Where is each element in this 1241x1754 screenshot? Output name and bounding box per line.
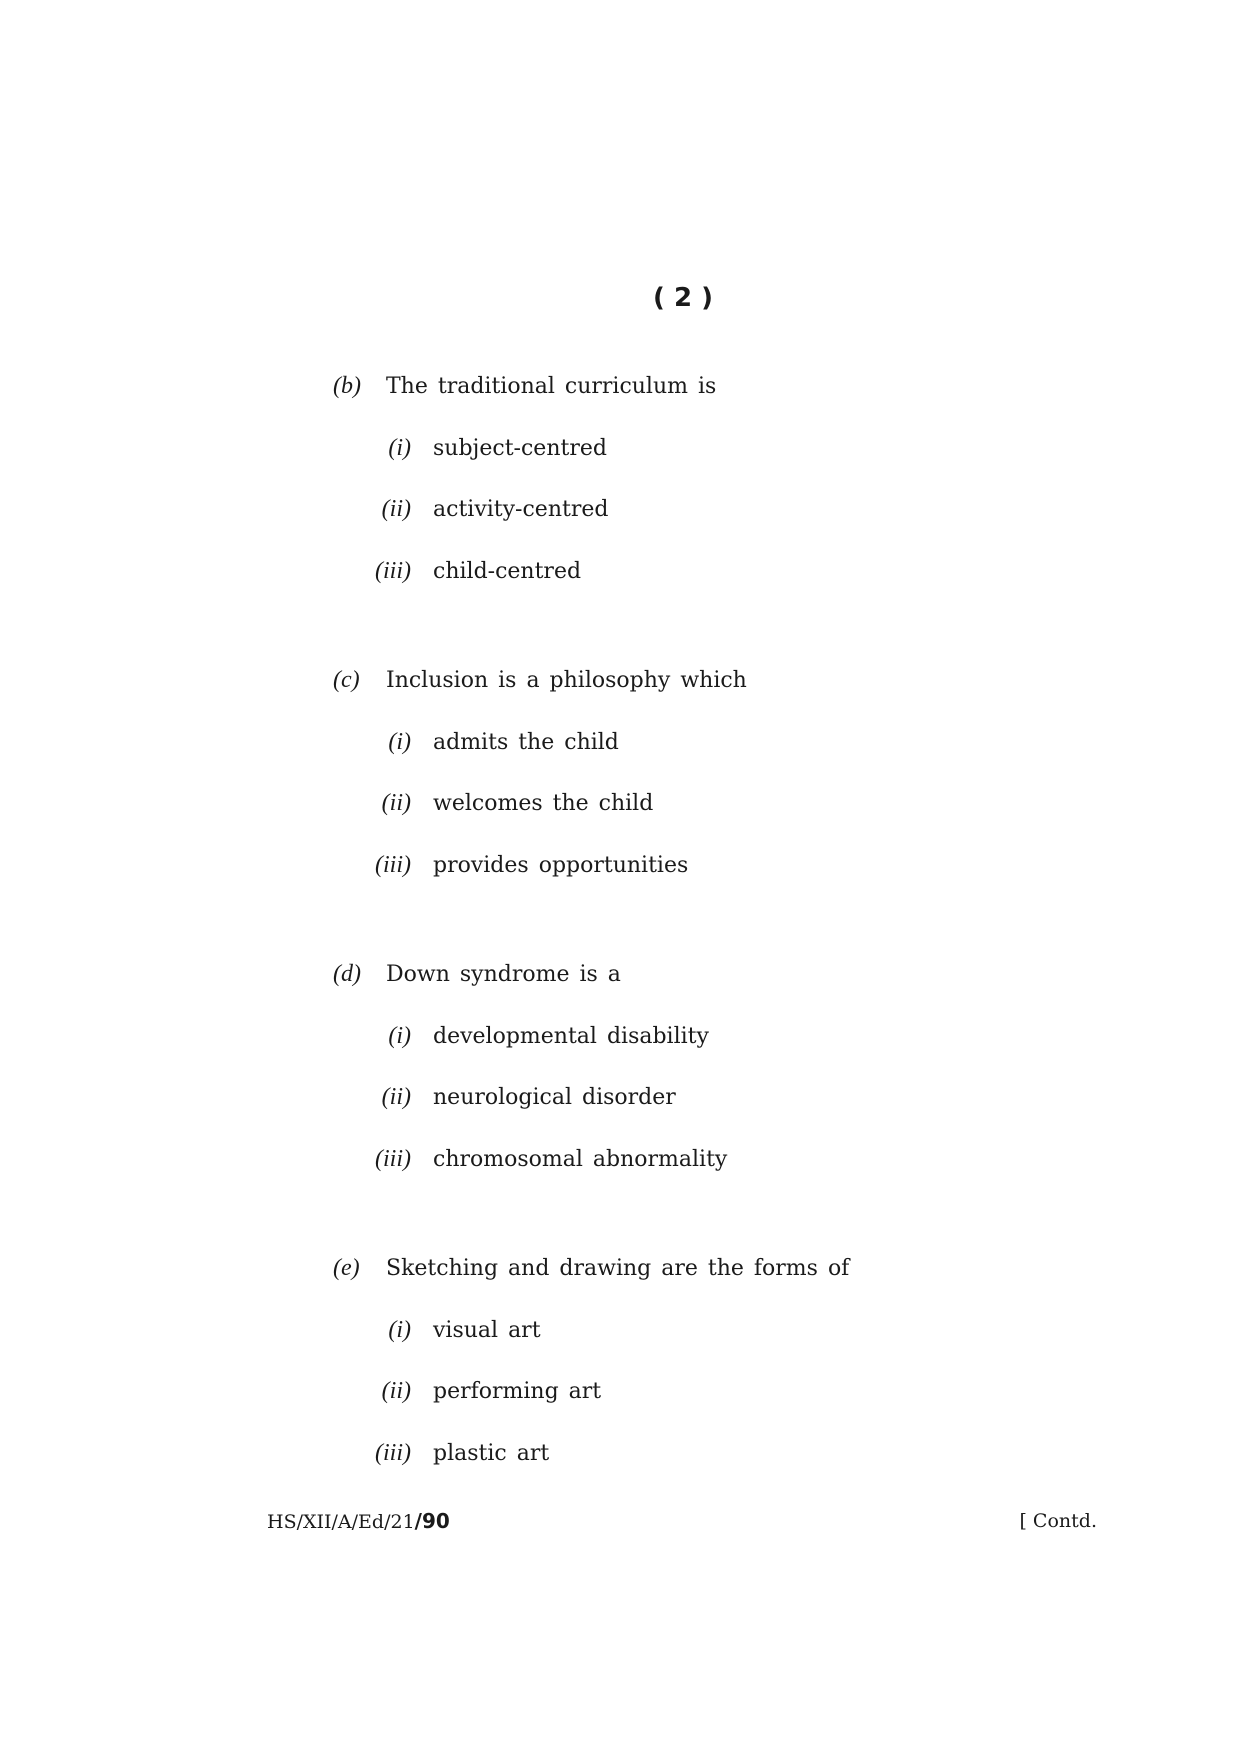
question-stem: Inclusion is a philosophy which	[386, 668, 747, 693]
option-row	[0, 479, 1241, 541]
question-b	[0, 356, 1241, 602]
question-c	[0, 650, 1241, 896]
option-row	[0, 1129, 1241, 1191]
page-number: ( 2 )	[653, 283, 713, 313]
option-label: (i)	[388, 434, 411, 461]
option-text: activity-centred	[433, 497, 609, 522]
question-stem-row	[0, 650, 1241, 712]
question-stem: Down syndrome is a	[386, 962, 621, 987]
option-label: (i)	[388, 1022, 411, 1049]
option-row	[0, 1006, 1241, 1068]
question-stem: Sketching and drawing are the forms of	[386, 1256, 850, 1281]
option-label: (ii)	[381, 1084, 411, 1110]
option-row	[0, 1300, 1241, 1362]
option-row	[0, 1067, 1241, 1129]
option-text: neurological disorder	[433, 1085, 676, 1110]
option-row	[0, 773, 1241, 835]
question-d	[0, 944, 1241, 1190]
question-stem-row	[0, 1238, 1241, 1300]
option-text: developmental disability	[433, 1023, 709, 1049]
option-text: subject-centred	[433, 435, 607, 461]
paper-code-text: HS/XII/A/Ed/21	[267, 1511, 415, 1533]
option-text: child-centred	[433, 558, 582, 584]
option-label: (iii)	[375, 557, 411, 584]
option-text: admits the child	[433, 729, 619, 755]
continued-note: [ Contd.	[1019, 1510, 1097, 1532]
option-label: (ii)	[381, 496, 411, 522]
option-label: (i)	[388, 728, 411, 755]
option-text: performing art	[433, 1379, 602, 1404]
paper-code-number: /90	[414, 1509, 450, 1533]
option-label: (ii)	[381, 1378, 411, 1404]
question-label: (b)	[333, 373, 361, 399]
option-row	[0, 1361, 1241, 1423]
option-row	[0, 418, 1241, 480]
question-label: (d)	[333, 961, 361, 987]
option-row	[0, 712, 1241, 774]
question-e	[0, 1238, 1241, 1484]
option-row	[0, 1423, 1241, 1485]
question-label: (c)	[333, 667, 360, 693]
option-text: visual art	[433, 1317, 541, 1343]
option-row	[0, 541, 1241, 603]
option-text: welcomes the child	[433, 791, 654, 816]
question-label: (e)	[333, 1255, 360, 1281]
question-stem-row	[0, 356, 1241, 418]
option-label: (iii)	[375, 1145, 411, 1172]
option-row	[0, 835, 1241, 897]
option-label: (iii)	[375, 851, 411, 878]
question-stem: The traditional curriculum is	[386, 374, 717, 399]
paper-code	[267, 1506, 450, 1536]
option-label: (ii)	[381, 790, 411, 816]
option-text: plastic art	[433, 1440, 550, 1466]
option-text: provides opportunities	[433, 852, 689, 878]
question-stem-row	[0, 944, 1241, 1006]
option-text: chromosomal abnormality	[433, 1146, 728, 1172]
question-list	[0, 356, 1241, 1532]
option-label: (iii)	[375, 1439, 411, 1466]
option-label: (i)	[388, 1316, 411, 1343]
